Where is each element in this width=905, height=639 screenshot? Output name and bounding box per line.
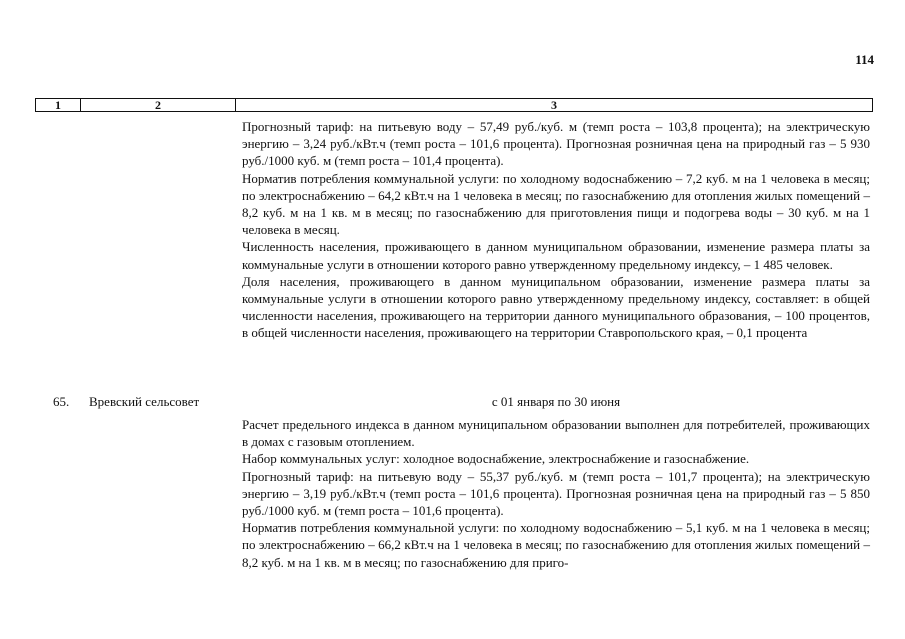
row-number: 65. (53, 394, 70, 409)
population-count-paragraph: Численность населения, проживающего в данном муниципальном образовании, изменение размера платы за коммунальные услуги в отношении которого равно утвержденному предельному индексу, – 1 485 человек. (242, 239, 870, 272)
period-heading: с 01 января по 30 июня (491, 394, 621, 409)
forecast-tariff-paragraph: Прогнозный тариф: на питьевую воду – 57,49 руб./куб. м (темп роста – 103,8 процента); на электрическую энергию – 3,24 руб./кВт.ч (темп роста – 101,6 процента). Прогнозная розничная цена на природный газ – 5 930 руб./1000 куб. м (темп роста – 101,4 процента). (242, 119, 870, 169)
column-header-3: 3 (551, 98, 557, 112)
consumption-norm-paragraph: Норматив потребления коммунальной услуги: по холодному водоснабжению – 5,1 куб. м на 1 человека в месяц; по электроснабжению – 66,2 кВт.ч на 1 человека в месяц; по газоснабжению для отопления жилых помещений – 8,2 куб. м на 1 кв. м в месяц; по газоснабжению для приго- (242, 520, 870, 570)
row-64-content (242, 118, 870, 342)
page-number: 114 (855, 52, 874, 67)
column-header-2: 2 (81, 99, 236, 111)
municipality-name: Вревский сельсовет (89, 394, 200, 409)
table-header-row (35, 98, 873, 112)
population-share-paragraph: Доля населения, проживающего в данном муниципальном образовании, изменение размера платы за коммунальные услуги в отношении которого равно утвержденному предельному индексу, составляет: в общей численности населения, проживающего на территории данного муниципального образования, – 100 процентов, в общей численности населения, проживающего на территории Ставропольского края, – 0,1 процента (242, 273, 870, 341)
row-65-content (242, 416, 870, 571)
forecast-tariff-paragraph: Прогнозный тариф: на питьевую воду – 55,37 руб./куб. м (темп роста – 101,7 процента); на электрическую энергию – 3,19 руб./кВт.ч (темп роста – 101,6 процента). Прогнозная розничная цена на природный газ – 5 850 руб./1000 куб. м (темп роста – 101,6 процента). (242, 468, 870, 519)
column-header-1: 1 (36, 99, 81, 111)
consumption-norm-paragraph: Норматив потребления коммунальной услуги: по холодному водоснабжению – 7,2 куб. м на 1 человека в месяц; по электроснабжению – 64,2 кВт.ч на 1 человека в месяц; по газоснабжению для отопления жилых помещений – 8,2 куб. м на 1 кв. м в месяц; по газоснабжению для приготовления пищи и подогрева воды – 30 куб. м на 1 человека в месяц. (242, 170, 870, 238)
calculation-basis-paragraph: Расчет предельного индекса в данном муниципальном образовании выполнен для потребителей, проживающих в домах с газовым отоплением. (242, 417, 870, 450)
utility-set-paragraph: Набор коммунальных услуг: холодное водоснабжение, электроснабжение и газоснабжение. (242, 451, 750, 467)
